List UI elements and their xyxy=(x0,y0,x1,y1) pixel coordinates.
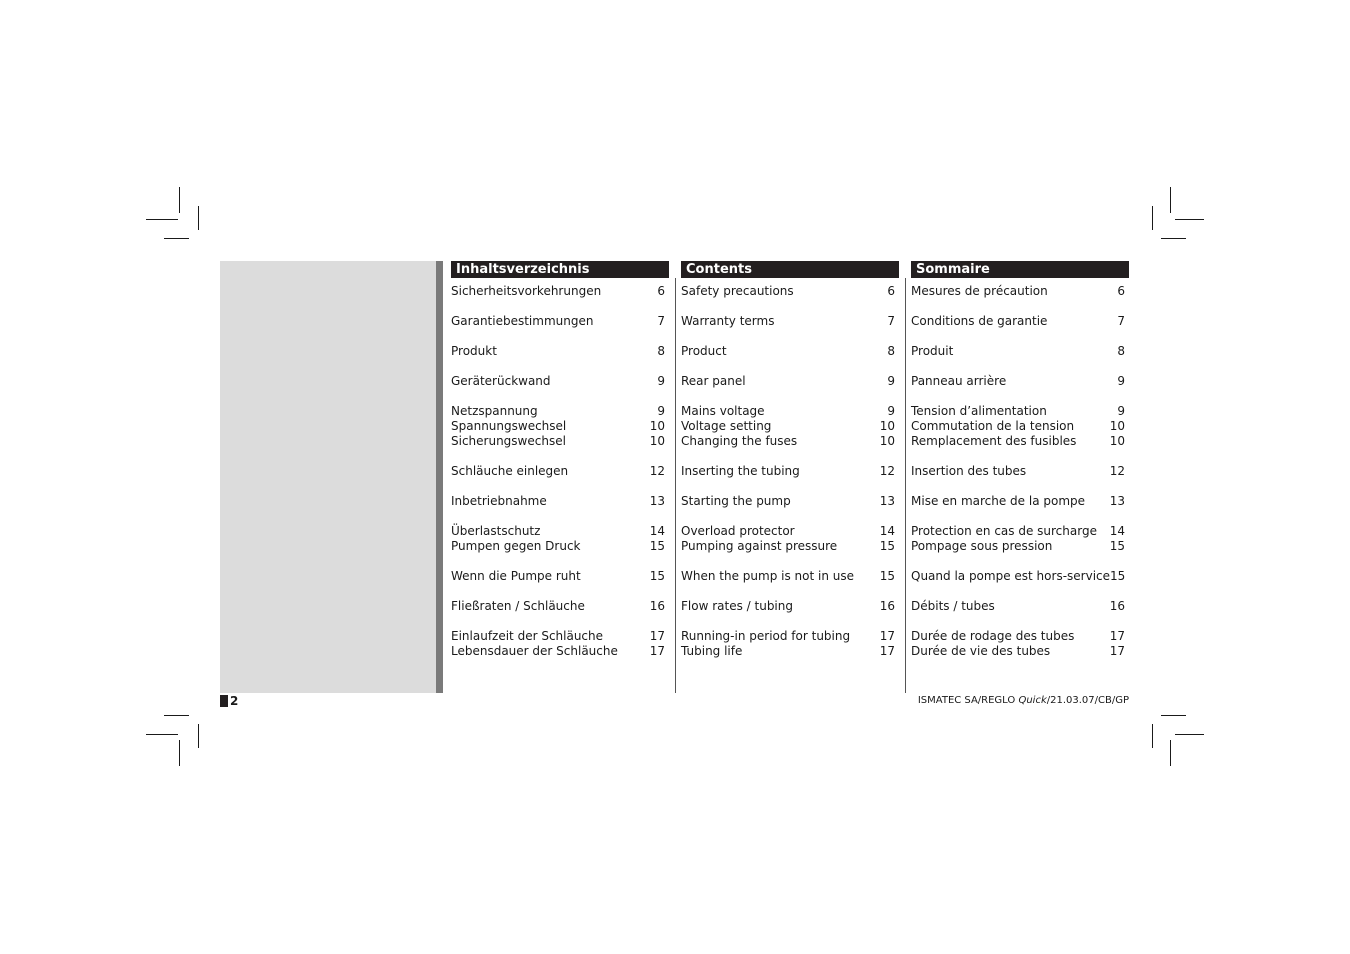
toc-entry-title: Panneau arrière xyxy=(911,374,1007,388)
toc-entry-list xyxy=(911,278,1129,659)
toc-entry-list xyxy=(681,278,899,659)
toc-entry[interactable] xyxy=(681,374,899,389)
toc-entry-title: Safety precautions xyxy=(681,284,794,298)
toc-entry[interactable] xyxy=(911,644,1129,659)
toc-entry[interactable] xyxy=(451,374,669,389)
toc-entry-page: 8 xyxy=(657,344,665,358)
toc-entry-title: Einlaufzeit der Schläuche xyxy=(451,629,604,643)
toc-group xyxy=(681,374,899,389)
toc-entry-page: 12 xyxy=(1109,464,1125,478)
toc-entry-title: Durée de rodage des tubes xyxy=(911,629,1075,643)
toc-entry-title: Produit xyxy=(911,344,954,358)
toc-group xyxy=(911,599,1129,614)
toc-entry[interactable] xyxy=(451,284,669,299)
toc-entry[interactable] xyxy=(451,464,669,479)
toc-entry-page: 9 xyxy=(657,404,665,418)
toc-group xyxy=(451,314,669,329)
toc-group xyxy=(911,629,1129,659)
toc-entry-page: 9 xyxy=(1117,374,1125,388)
toc-entry-title: Spannungswechsel xyxy=(451,419,567,433)
toc-entry-page: 17 xyxy=(1109,644,1125,658)
toc-entry[interactable] xyxy=(911,569,1129,584)
toc-entry[interactable] xyxy=(681,404,899,419)
toc-column-english xyxy=(681,261,899,674)
toc-entry-title: Protection en cas de surcharge xyxy=(911,524,1097,538)
toc-group xyxy=(451,374,669,389)
toc-entry-title: When the pump is not in use xyxy=(681,569,854,583)
toc-entry-title: Schläuche einlegen xyxy=(451,464,569,478)
toc-entry[interactable] xyxy=(451,524,669,539)
toc-entry[interactable] xyxy=(681,524,899,539)
toc-entry[interactable] xyxy=(911,599,1129,614)
toc-entry[interactable] xyxy=(451,599,669,614)
toc-group xyxy=(451,629,669,659)
toc-entry[interactable] xyxy=(681,464,899,479)
toc-entry-page: 16 xyxy=(879,599,895,613)
toc-entry[interactable] xyxy=(911,629,1129,644)
page-number: 2 xyxy=(230,694,239,708)
toc-group xyxy=(911,404,1129,449)
toc-group xyxy=(911,284,1129,299)
column-divider xyxy=(675,278,676,693)
toc-group xyxy=(451,524,669,554)
toc-entry-page: 10 xyxy=(1109,419,1125,433)
toc-entry[interactable] xyxy=(451,419,669,434)
toc-entry-page: 17 xyxy=(879,644,895,658)
toc-entry[interactable] xyxy=(911,539,1129,554)
toc-entry-page: 12 xyxy=(649,464,665,478)
toc-entry-page: 13 xyxy=(649,494,665,508)
toc-entry[interactable] xyxy=(451,629,669,644)
toc-entry[interactable] xyxy=(451,404,669,419)
toc-entry-title: Running-in period for tubing xyxy=(681,629,851,643)
toc-entry-title: Flow rates / tubing xyxy=(681,599,793,613)
toc-entry[interactable] xyxy=(681,494,899,509)
toc-entry-page: 7 xyxy=(657,314,665,328)
toc-entry[interactable] xyxy=(681,629,899,644)
toc-entry-page: 16 xyxy=(649,599,665,613)
toc-entry-title: Pumping against pressure xyxy=(681,539,838,553)
toc-column-german xyxy=(451,261,669,674)
toc-group xyxy=(911,524,1129,554)
toc-entry-page: 17 xyxy=(879,629,895,643)
toc-entry-page: 13 xyxy=(1109,494,1125,508)
toc-column-french xyxy=(911,261,1129,674)
toc-entry[interactable] xyxy=(681,314,899,329)
toc-entry-page: 13 xyxy=(879,494,895,508)
toc-entry-title: Tubing life xyxy=(681,644,743,658)
toc-entry-page: 9 xyxy=(657,374,665,388)
toc-entry-title: Mesures de précaution xyxy=(911,284,1048,298)
toc-entry-title: Pompage sous pression xyxy=(911,539,1053,553)
toc-entry[interactable] xyxy=(681,344,899,359)
toc-entry[interactable] xyxy=(451,434,669,449)
toc-entry[interactable] xyxy=(451,569,669,584)
toc-entry[interactable] xyxy=(911,314,1129,329)
toc-entry-page: 12 xyxy=(879,464,895,478)
toc-group xyxy=(681,629,899,659)
toc-group xyxy=(451,344,669,359)
page-marker-square xyxy=(220,695,228,707)
toc-entry-page: 15 xyxy=(879,569,895,583)
toc-entry-title: Sicherheitsvorkehrungen xyxy=(451,284,602,298)
toc-group xyxy=(681,344,899,359)
toc-entry[interactable] xyxy=(451,494,669,509)
toc-group xyxy=(681,284,899,299)
toc-entry-page: 10 xyxy=(649,419,665,433)
margin-accent-bar xyxy=(436,261,443,693)
toc-entry[interactable] xyxy=(451,344,669,359)
toc-entry-title: Overload protector xyxy=(681,524,795,538)
toc-entry-title: Changing the fuses xyxy=(681,434,798,448)
toc-entry-page: 8 xyxy=(887,344,895,358)
toc-entry-page: 10 xyxy=(1109,434,1125,448)
toc-entry-title: Inbetriebnahme xyxy=(451,494,547,508)
toc-entry-page: 8 xyxy=(1117,344,1125,358)
footer-suffix: /21.03.07/CB/GP xyxy=(1046,695,1129,706)
toc-entry-page: 14 xyxy=(879,524,895,538)
toc-entry-page: 6 xyxy=(1117,284,1125,298)
left-margin-panel xyxy=(220,261,436,693)
toc-entry[interactable] xyxy=(451,644,669,659)
toc-group xyxy=(451,599,669,614)
toc-entry-page: 17 xyxy=(1109,629,1125,643)
toc-group xyxy=(911,569,1129,584)
toc-entry[interactable] xyxy=(451,314,669,329)
toc-group xyxy=(681,569,899,584)
toc-entry-page: 7 xyxy=(1117,314,1125,328)
footer-prefix: ISMATEC SA/REGLO xyxy=(917,695,1019,706)
toc-group xyxy=(911,464,1129,479)
toc-entry-title: Netzspannung xyxy=(451,404,538,418)
toc-entry[interactable] xyxy=(911,344,1129,359)
toc-entry-page: 15 xyxy=(1110,569,1126,583)
toc-entry-title: Lebensdauer der Schläuche xyxy=(451,644,618,658)
toc-group xyxy=(681,599,899,614)
toc-entry-page: 16 xyxy=(1109,599,1125,613)
toc-group xyxy=(681,494,899,509)
toc-entry-title: Conditions de garantie xyxy=(911,314,1048,328)
document-footer xyxy=(918,695,1129,707)
toc-entry-title: Mains voltage xyxy=(681,404,765,418)
toc-entry-title: Geräterückwand xyxy=(451,374,551,388)
toc-entry[interactable] xyxy=(911,434,1129,449)
toc-group xyxy=(911,344,1129,359)
toc-heading: Sommaire xyxy=(911,261,1129,278)
toc-entry[interactable] xyxy=(451,539,669,554)
toc-entry[interactable] xyxy=(911,404,1129,419)
toc-entry[interactable] xyxy=(911,524,1129,539)
column-divider xyxy=(905,278,906,693)
toc-entry-title: Fließraten / Schläuche xyxy=(451,599,585,613)
toc-entry[interactable] xyxy=(681,539,899,554)
page-number-marker xyxy=(220,695,238,707)
toc-group xyxy=(911,314,1129,329)
toc-entry-title: Débits / tubes xyxy=(911,599,995,613)
toc-entry[interactable] xyxy=(911,494,1129,509)
toc-entry-title: Quand la pompe est hors-service xyxy=(911,569,1111,583)
toc-entry-page: 14 xyxy=(649,524,665,538)
toc-entry-title: Inserting the tubing xyxy=(681,464,800,478)
toc-entry[interactable] xyxy=(681,284,899,299)
toc-entry[interactable] xyxy=(911,419,1129,434)
toc-entry-page: 6 xyxy=(887,284,895,298)
toc-entry-title: Tension d’alimentation xyxy=(911,404,1047,418)
toc-entry-title: Product xyxy=(681,344,727,358)
toc-entry-title: Commutation de la tension xyxy=(911,419,1075,433)
toc-entry-page: 15 xyxy=(1109,539,1125,553)
toc-entry-page: 15 xyxy=(879,539,895,553)
toc-entry-title: Insertion des tubes xyxy=(911,464,1027,478)
toc-entry-title: Rear panel xyxy=(681,374,746,388)
toc-entry-title: Voltage setting xyxy=(681,419,772,433)
toc-entry-title: Remplacement des fusibles xyxy=(911,434,1077,448)
toc-entry[interactable] xyxy=(681,599,899,614)
toc-entry-page: 9 xyxy=(887,404,895,418)
toc-group xyxy=(681,524,899,554)
toc-group xyxy=(451,494,669,509)
toc-entry-title: Starting the pump xyxy=(681,494,791,508)
toc-group xyxy=(451,404,669,449)
toc-entry-title: Durée de vie des tubes xyxy=(911,644,1051,658)
toc-group xyxy=(911,374,1129,389)
toc-entry-title: Garantiebestimmungen xyxy=(451,314,594,328)
toc-entry-title: Warranty terms xyxy=(681,314,775,328)
toc-entry[interactable] xyxy=(911,464,1129,479)
toc-entry-page: 14 xyxy=(1109,524,1125,538)
toc-group xyxy=(911,494,1129,509)
toc-group xyxy=(451,569,669,584)
toc-entry[interactable] xyxy=(681,569,899,584)
toc-entry-title: Überlastschutz xyxy=(451,524,541,538)
toc-heading: Inhaltsverzeichnis xyxy=(451,261,669,278)
toc-entry-page: 15 xyxy=(649,539,665,553)
toc-entry-page: 10 xyxy=(649,434,665,448)
toc-entry-title: Wenn die Pumpe ruht xyxy=(451,569,581,583)
toc-heading: Contents xyxy=(681,261,899,278)
toc-entry-list xyxy=(451,278,669,659)
toc-entry-page: 10 xyxy=(879,434,895,448)
toc-group xyxy=(681,404,899,449)
toc-entry-title: Sicherungswechsel xyxy=(451,434,566,448)
toc-entry-page: 17 xyxy=(649,629,665,643)
toc-group xyxy=(681,464,899,479)
toc-group xyxy=(451,464,669,479)
toc-entry[interactable] xyxy=(681,419,899,434)
toc-entry[interactable] xyxy=(911,284,1129,299)
toc-entry-page: 17 xyxy=(649,644,665,658)
toc-entry-page: 10 xyxy=(879,419,895,433)
toc-group xyxy=(451,284,669,299)
toc-entry-title: Mise en marche de la pompe xyxy=(911,494,1086,508)
toc-entry-page: 9 xyxy=(1117,404,1125,418)
toc-entry[interactable] xyxy=(681,644,899,659)
toc-entry-page: 6 xyxy=(657,284,665,298)
toc-entry-page: 7 xyxy=(887,314,895,328)
toc-group xyxy=(681,314,899,329)
footer-product-name: Quick xyxy=(1018,695,1047,706)
toc-entry-page: 15 xyxy=(649,569,665,583)
toc-entry[interactable] xyxy=(681,434,899,449)
toc-entry-page: 9 xyxy=(887,374,895,388)
toc-entry[interactable] xyxy=(911,374,1129,389)
toc-entry-title: Produkt xyxy=(451,344,497,358)
toc-entry-title: Pumpen gegen Druck xyxy=(451,539,581,553)
